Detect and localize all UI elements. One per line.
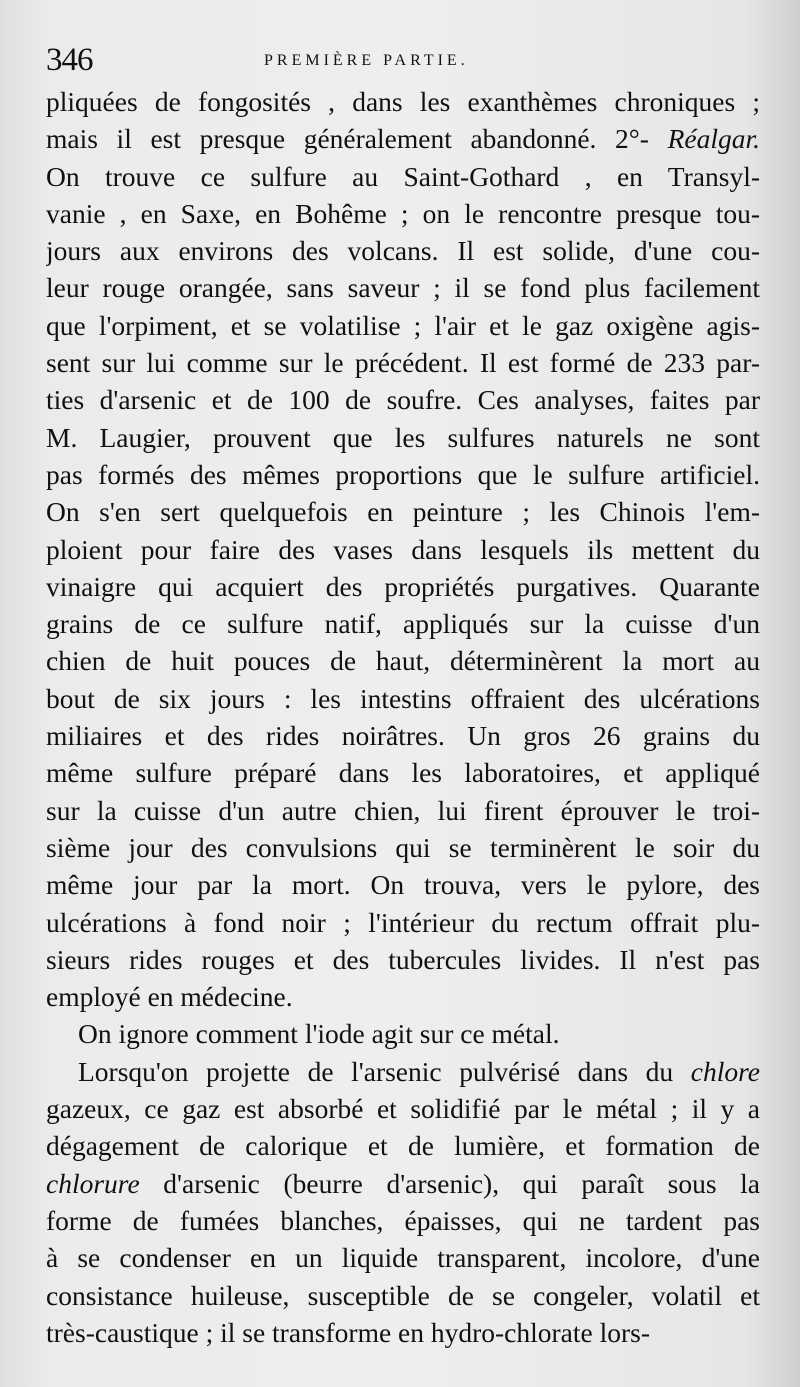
text-line: [46, 1127, 760, 1164]
text-run: sième jour des convulsions qui se terminèrent le soir du: [46, 831, 760, 863]
text-body: [46, 83, 760, 1351]
text-run: mais il est presque généralement abandonné. 2°-: [46, 123, 668, 155]
text-run: jours aux environs des volcans. Il est solide, d'une cou-: [46, 235, 760, 267]
text-run: à se condenser en un liquide transparent, incolore, d'une: [46, 1242, 760, 1274]
italic-term: chlorure: [46, 1167, 140, 1199]
text-run: forme de fumées blanches, épaisses, qui ne tardent pas: [46, 1204, 760, 1236]
text-run: ploient pour faire des vases dans lesquels ils mettent du: [46, 533, 760, 565]
text-line: [46, 195, 760, 232]
text-run: leur rouge orangée, sans saveur ; il se fond plus facilement: [46, 272, 760, 304]
text-line: [46, 1165, 760, 1202]
text-line: [46, 232, 760, 269]
text-line: [46, 531, 760, 568]
text-run: sur la cuisse d'un autre chien, lui firent éprouver le troi-: [46, 794, 760, 826]
text-line: [46, 83, 760, 120]
text-run: grains de ce sulfure natif, appliqués sur la cuisse d'un: [46, 608, 760, 640]
text-line: [46, 158, 760, 195]
text-line: [46, 1090, 760, 1127]
text-run: M. Laugier, prouvent que les sulfures naturels ne sont: [46, 421, 760, 453]
text-line: [46, 941, 760, 978]
text-line: [46, 792, 760, 829]
text-run: vanie , en Saxe, en Bohême ; on le rencontre presque tou-: [46, 197, 760, 229]
italic-term: chlore: [690, 1055, 760, 1087]
text-line: [46, 1202, 760, 1239]
text-line: [46, 829, 760, 866]
text-run: ties d'arsenic et de 100 de soufre. Ces analyses, faites par: [46, 384, 760, 416]
text-line: [46, 381, 760, 418]
text-line: [46, 605, 760, 642]
text-line: [46, 307, 760, 344]
text-run: même jour par la mort. On trouva, vers le pylore, des: [46, 869, 760, 901]
text-run: gazeux, ce gaz est absorbé et solidifié par le métal ; il y a: [46, 1093, 760, 1125]
text-run: dégagement de calorique et de lumière, et formation de: [46, 1130, 760, 1162]
text-run: vinaigre qui acquiert des propriétés purgatives. Quarante: [46, 570, 760, 602]
text-line: [46, 1239, 760, 1276]
text-line: [46, 680, 760, 717]
text-run: sent sur lui comme sur le précédent. Il est formé de 233 par-: [46, 347, 760, 379]
text-line: [46, 269, 760, 306]
text-line: [46, 717, 760, 754]
text-run: très-caustique ; il se transforme en hydro-chlorate lors-: [46, 1316, 651, 1348]
text-run: que l'orpiment, et se volatilise ; l'air et le gaz oxigène agis-: [46, 309, 760, 341]
text-run: même sulfure préparé dans les laboratoires, et appliqué: [46, 757, 760, 789]
text-run: miliaires et des rides noirâtres. Un gros 26 grains du: [46, 720, 760, 752]
text-run: ulcérations à fond noir ; l'intérieur du rectum offrait plu-: [46, 906, 760, 938]
text-line: [46, 1053, 760, 1090]
text-run: pliquées de fongosités , dans les exanthèmes chroniques ;: [46, 86, 760, 117]
text-run: employé en médecine.: [46, 981, 293, 1013]
paragraph-realgar: [46, 83, 760, 1015]
text-run: chien de huit pouces de haut, déterminèrent la mort au: [46, 645, 760, 677]
text-line: [46, 493, 760, 530]
text-run: Lorsqu'on projette de l'arsenic pulvérisé dans du: [78, 1055, 691, 1087]
italic-term: Réalgar.: [667, 123, 760, 155]
text-line: [46, 1015, 760, 1052]
text-line: [46, 419, 760, 456]
text-line: [46, 120, 760, 157]
page-number: 346: [46, 42, 93, 78]
text-line: [46, 344, 760, 381]
running-head: [46, 38, 760, 88]
text-line: [46, 1277, 760, 1314]
text-run: d'arsenic (beurre d'arsenic), qui paraît sous la: [139, 1167, 760, 1199]
part-title: PREMIÈRE PARTIE.: [264, 52, 469, 69]
text-run: sieurs rides rouges et des tubercules livides. Il n'est pas: [46, 943, 760, 975]
text-line: [46, 456, 760, 493]
text-line: [46, 642, 760, 679]
text-line: [46, 754, 760, 791]
text-run: On s'en sert quelquefois en peinture ; les Chinois l'em-: [46, 496, 760, 528]
text-run: pas formés des mêmes proportions que le sulfure artificiel.: [46, 458, 760, 490]
text-run: On trouve ce sulfure au Saint-Gothard , en Transyl-: [46, 160, 760, 192]
text-run: consistance huileuse, susceptible de se congeler, volatil et: [46, 1279, 760, 1311]
text-run: bout de six jours : les intestins offraient des ulcérations: [46, 682, 760, 714]
paragraph-chlore: [46, 1053, 760, 1351]
text-line: [46, 568, 760, 605]
text-line: [46, 904, 760, 941]
text-run: On ignore comment l'iode agit sur ce métal.: [78, 1018, 560, 1050]
text-line: [46, 1314, 760, 1351]
text-line: [46, 866, 760, 903]
text-line: [46, 978, 760, 1015]
paragraph-iode: [46, 1015, 760, 1052]
